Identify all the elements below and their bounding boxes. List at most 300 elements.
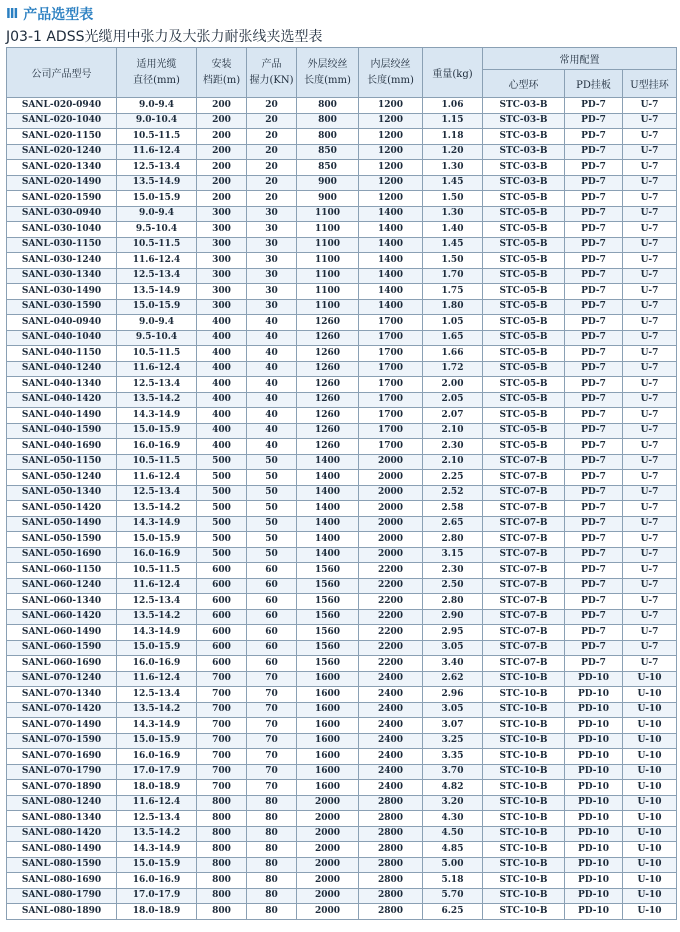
cell-inner-length: 2400 [359, 702, 423, 718]
cell-grip: 20 [247, 175, 297, 191]
table-row [7, 656, 677, 672]
cell-span: 300 [197, 206, 247, 222]
cell-diameter: 9.0-9.4 [117, 206, 197, 222]
cell-diameter: 14.3-14.9 [117, 842, 197, 858]
cell-core-ring: STC-07-B [483, 532, 565, 548]
cell-grip: 60 [247, 563, 297, 579]
cell-diameter: 14.3-14.9 [117, 625, 197, 641]
cell-weight: 1.75 [423, 284, 483, 300]
cell-weight: 2.30 [423, 563, 483, 579]
cell-model: SANL-040-1150 [7, 346, 117, 362]
cell-outer-length: 1260 [297, 392, 359, 408]
cell-diameter: 13.5-14.2 [117, 392, 197, 408]
cell-diameter: 13.5-14.2 [117, 702, 197, 718]
cell-pd-plate: PD-7 [565, 175, 623, 191]
table-row [7, 640, 677, 656]
cell-outer-length: 1600 [297, 687, 359, 703]
cell-grip: 80 [247, 826, 297, 842]
cell-model: SANL-070-1590 [7, 733, 117, 749]
cell-outer-length: 1260 [297, 377, 359, 393]
cell-grip: 60 [247, 656, 297, 672]
cell-span: 200 [197, 175, 247, 191]
cell-model: SANL-060-1490 [7, 625, 117, 641]
table-row [7, 98, 677, 114]
cell-diameter: 16.0-16.9 [117, 656, 197, 672]
cell-pd-plate: PD-10 [565, 811, 623, 827]
cell-weight: 2.25 [423, 470, 483, 486]
table-row [7, 532, 677, 548]
cell-model: SANL-060-1150 [7, 563, 117, 579]
cell-outer-length: 1400 [297, 532, 359, 548]
cell-weight: 4.50 [423, 826, 483, 842]
cell-span: 500 [197, 516, 247, 532]
cell-diameter: 13.5-14.2 [117, 826, 197, 842]
cell-u-ring: U-10 [623, 842, 677, 858]
cell-weight: 1.30 [423, 206, 483, 222]
cell-u-ring: U-7 [623, 377, 677, 393]
cell-inner-length: 1200 [359, 191, 423, 207]
cell-outer-length: 1600 [297, 702, 359, 718]
cell-diameter: 13.5-14.9 [117, 175, 197, 191]
table-row [7, 206, 677, 222]
table-body [7, 98, 677, 920]
cell-grip: 70 [247, 733, 297, 749]
cell-inner-length: 2800 [359, 873, 423, 889]
cell-model: SANL-080-1340 [7, 811, 117, 827]
cell-weight: 1.70 [423, 268, 483, 284]
cell-span: 500 [197, 485, 247, 501]
cell-span: 300 [197, 253, 247, 269]
cell-inner-length: 1700 [359, 346, 423, 362]
cell-diameter: 15.0-15.9 [117, 191, 197, 207]
table-row [7, 408, 677, 424]
cell-model: SANL-060-1340 [7, 594, 117, 610]
cell-diameter: 12.5-13.4 [117, 594, 197, 610]
cell-span: 200 [197, 129, 247, 145]
cell-core-ring: STC-07-B [483, 470, 565, 486]
cell-span: 800 [197, 811, 247, 827]
cell-outer-length: 900 [297, 191, 359, 207]
header-inner-line2: 长度(mm) [367, 74, 414, 86]
cell-span: 700 [197, 749, 247, 765]
cell-span: 400 [197, 330, 247, 346]
cell-u-ring: U-7 [623, 563, 677, 579]
cell-grip: 40 [247, 315, 297, 331]
cell-u-ring: U-7 [623, 206, 677, 222]
cell-pd-plate: PD-7 [565, 361, 623, 377]
cell-span: 600 [197, 625, 247, 641]
cell-outer-length: 1600 [297, 780, 359, 796]
cell-model: SANL-040-0940 [7, 315, 117, 331]
cell-diameter: 18.0-18.9 [117, 780, 197, 796]
cell-inner-length: 1200 [359, 98, 423, 114]
cell-u-ring: U-7 [623, 640, 677, 656]
cell-diameter: 16.0-16.9 [117, 547, 197, 563]
table-row [7, 826, 677, 842]
cell-model: SANL-020-1240 [7, 144, 117, 160]
cell-pd-plate: PD-7 [565, 330, 623, 346]
cell-core-ring: STC-05-B [483, 191, 565, 207]
cell-outer-length: 1260 [297, 439, 359, 455]
cell-span: 800 [197, 904, 247, 920]
cell-weight: 3.40 [423, 656, 483, 672]
cell-outer-length: 1100 [297, 206, 359, 222]
cell-inner-length: 1400 [359, 253, 423, 269]
cell-outer-length: 1600 [297, 671, 359, 687]
cell-u-ring: U-10 [623, 764, 677, 780]
cell-outer-length: 1100 [297, 284, 359, 300]
cell-weight: 3.25 [423, 733, 483, 749]
cell-u-ring: U-7 [623, 222, 677, 238]
table-row [7, 268, 677, 284]
cell-model: SANL-050-1420 [7, 501, 117, 517]
cell-model: SANL-070-1240 [7, 671, 117, 687]
cell-outer-length: 1400 [297, 470, 359, 486]
cell-span: 700 [197, 687, 247, 703]
cell-diameter: 14.3-14.9 [117, 516, 197, 532]
cell-model: SANL-040-1420 [7, 392, 117, 408]
cell-core-ring: STC-03-B [483, 175, 565, 191]
cell-core-ring: STC-05-B [483, 299, 565, 315]
cell-model: SANL-040-1690 [7, 439, 117, 455]
cell-core-ring: STC-07-B [483, 578, 565, 594]
cell-weight: 3.15 [423, 547, 483, 563]
header-pd-plate: PD挂板 [565, 70, 623, 98]
cell-pd-plate: PD-10 [565, 671, 623, 687]
section-title: 产品选型表 [23, 7, 94, 23]
cell-u-ring: U-7 [623, 423, 677, 439]
cell-span: 700 [197, 671, 247, 687]
cell-pd-plate: PD-7 [565, 284, 623, 300]
cell-pd-plate: PD-7 [565, 160, 623, 176]
cell-outer-length: 1400 [297, 547, 359, 563]
table-row [7, 485, 677, 501]
cell-u-ring: U-7 [623, 160, 677, 176]
header-diameter-line1: 适用光缆 [136, 58, 177, 70]
cell-outer-length: 1100 [297, 253, 359, 269]
cell-diameter: 17.0-17.9 [117, 888, 197, 904]
cell-u-ring: U-7 [623, 346, 677, 362]
cell-grip: 50 [247, 470, 297, 486]
cell-inner-length: 2000 [359, 501, 423, 517]
cell-core-ring: STC-03-B [483, 98, 565, 114]
cell-grip: 40 [247, 377, 297, 393]
cell-span: 600 [197, 563, 247, 579]
header-inner-length [359, 48, 423, 98]
cell-model: SANL-020-1150 [7, 129, 117, 145]
cell-core-ring: STC-05-B [483, 315, 565, 331]
cell-u-ring: U-10 [623, 749, 677, 765]
cell-model: SANL-030-1490 [7, 284, 117, 300]
cell-span: 800 [197, 842, 247, 858]
cell-weight: 1.50 [423, 253, 483, 269]
cell-weight: 1.05 [423, 315, 483, 331]
cell-inner-length: 2200 [359, 563, 423, 579]
cell-diameter: 15.0-15.9 [117, 423, 197, 439]
cell-core-ring: STC-05-B [483, 268, 565, 284]
table-row [7, 873, 677, 889]
cell-core-ring: STC-07-B [483, 485, 565, 501]
table-row [7, 330, 677, 346]
cell-span: 600 [197, 656, 247, 672]
table-row [7, 470, 677, 486]
cell-pd-plate: PD-7 [565, 129, 623, 145]
cell-u-ring: U-7 [623, 408, 677, 424]
cell-u-ring: U-10 [623, 780, 677, 796]
cell-span: 500 [197, 532, 247, 548]
cell-pd-plate: PD-7 [565, 640, 623, 656]
cell-outer-length: 1600 [297, 749, 359, 765]
table-row [7, 237, 677, 253]
cell-model: SANL-030-1340 [7, 268, 117, 284]
cell-outer-length: 1100 [297, 299, 359, 315]
cell-core-ring: STC-05-B [483, 330, 565, 346]
table-row [7, 547, 677, 563]
cell-span: 400 [197, 361, 247, 377]
cell-u-ring: U-7 [623, 470, 677, 486]
cell-weight: 2.95 [423, 625, 483, 641]
header-outer-line1: 外层绞丝 [307, 58, 348, 70]
cell-weight: 4.30 [423, 811, 483, 827]
cell-core-ring: STC-03-B [483, 129, 565, 145]
cell-weight: 3.07 [423, 718, 483, 734]
cell-u-ring: U-7 [623, 144, 677, 160]
header-grip-line2: 握力(KN) [249, 74, 294, 86]
cell-inner-length: 2000 [359, 470, 423, 486]
cell-weight: 1.18 [423, 129, 483, 145]
table-row [7, 780, 677, 796]
cell-grip: 40 [247, 361, 297, 377]
cell-grip: 80 [247, 857, 297, 873]
cell-grip: 30 [247, 268, 297, 284]
cell-inner-length: 2400 [359, 749, 423, 765]
cell-core-ring: STC-03-B [483, 160, 565, 176]
cell-outer-length: 1260 [297, 346, 359, 362]
cell-weight: 5.00 [423, 857, 483, 873]
cell-inner-length: 1400 [359, 268, 423, 284]
cell-diameter: 10.5-11.5 [117, 237, 197, 253]
cell-diameter: 10.5-11.5 [117, 563, 197, 579]
cell-span: 600 [197, 594, 247, 610]
cell-inner-length: 1400 [359, 237, 423, 253]
cell-diameter: 12.5-13.4 [117, 811, 197, 827]
cell-weight: 2.96 [423, 687, 483, 703]
cell-u-ring: U-10 [623, 687, 677, 703]
cell-grip: 80 [247, 842, 297, 858]
cell-grip: 80 [247, 873, 297, 889]
cell-model: SANL-040-1340 [7, 377, 117, 393]
cell-model: SANL-070-1490 [7, 718, 117, 734]
cell-u-ring: U-7 [623, 330, 677, 346]
cell-core-ring: STC-05-B [483, 206, 565, 222]
cell-model: SANL-030-1590 [7, 299, 117, 315]
cell-model: SANL-080-1240 [7, 795, 117, 811]
cell-model: SANL-080-1690 [7, 873, 117, 889]
cell-inner-length: 1700 [359, 361, 423, 377]
cell-grip: 80 [247, 888, 297, 904]
cell-model: SANL-040-1040 [7, 330, 117, 346]
cell-grip: 70 [247, 749, 297, 765]
table-header [7, 48, 677, 98]
cell-diameter: 9.5-10.4 [117, 330, 197, 346]
cell-diameter: 11.6-12.4 [117, 144, 197, 160]
cell-u-ring: U-7 [623, 129, 677, 145]
cell-inner-length: 2200 [359, 594, 423, 610]
cell-grip: 20 [247, 129, 297, 145]
cell-u-ring: U-7 [623, 656, 677, 672]
cell-span: 400 [197, 377, 247, 393]
cell-inner-length: 1400 [359, 284, 423, 300]
cell-outer-length: 800 [297, 129, 359, 145]
cell-weight: 2.00 [423, 377, 483, 393]
cell-core-ring: STC-05-B [483, 377, 565, 393]
cell-core-ring: STC-10-B [483, 904, 565, 920]
cell-pd-plate: PD-7 [565, 346, 623, 362]
cell-u-ring: U-7 [623, 113, 677, 129]
cell-inner-length: 1200 [359, 129, 423, 145]
cell-pd-plate: PD-7 [565, 423, 623, 439]
table-row [7, 191, 677, 207]
table-row [7, 749, 677, 765]
cell-pd-plate: PD-7 [565, 377, 623, 393]
cell-diameter: 12.5-13.4 [117, 160, 197, 176]
cell-weight: 2.58 [423, 501, 483, 517]
cell-u-ring: U-7 [623, 253, 677, 269]
cell-span: 700 [197, 780, 247, 796]
cell-diameter: 16.0-16.9 [117, 873, 197, 889]
cell-outer-length: 1560 [297, 578, 359, 594]
cell-inner-length: 2400 [359, 671, 423, 687]
cell-inner-length: 2400 [359, 733, 423, 749]
cell-model: SANL-070-1340 [7, 687, 117, 703]
cell-diameter: 11.6-12.4 [117, 578, 197, 594]
cell-weight: 1.45 [423, 237, 483, 253]
cell-outer-length: 2000 [297, 842, 359, 858]
cell-outer-length: 1400 [297, 485, 359, 501]
cell-diameter: 15.0-15.9 [117, 532, 197, 548]
cell-inner-length: 1200 [359, 113, 423, 129]
section-header [6, 4, 93, 24]
cell-grip: 20 [247, 113, 297, 129]
cell-model: SANL-070-1890 [7, 780, 117, 796]
table-row [7, 392, 677, 408]
cell-grip: 70 [247, 764, 297, 780]
cell-diameter: 9.0-9.4 [117, 98, 197, 114]
cell-diameter: 11.6-12.4 [117, 671, 197, 687]
cell-span: 400 [197, 315, 247, 331]
cell-grip: 80 [247, 811, 297, 827]
cell-model: SANL-020-0940 [7, 98, 117, 114]
cell-pd-plate: PD-10 [565, 888, 623, 904]
cell-weight: 4.82 [423, 780, 483, 796]
cell-grip: 60 [247, 609, 297, 625]
cell-diameter: 15.0-15.9 [117, 299, 197, 315]
cell-u-ring: U-7 [623, 578, 677, 594]
cell-core-ring: STC-05-B [483, 346, 565, 362]
table-row [7, 160, 677, 176]
cell-diameter: 15.0-15.9 [117, 733, 197, 749]
cell-u-ring: U-7 [623, 454, 677, 470]
cell-core-ring: STC-05-B [483, 222, 565, 238]
table-row [7, 516, 677, 532]
cell-grip: 40 [247, 330, 297, 346]
cell-core-ring: STC-10-B [483, 780, 565, 796]
cell-outer-length: 2000 [297, 811, 359, 827]
cell-grip: 40 [247, 423, 297, 439]
table-row [7, 563, 677, 579]
cell-grip: 30 [247, 299, 297, 315]
cell-grip: 30 [247, 222, 297, 238]
cell-inner-length: 2000 [359, 547, 423, 563]
cell-pd-plate: PD-7 [565, 144, 623, 160]
cell-core-ring: STC-05-B [483, 237, 565, 253]
cell-weight: 5.18 [423, 873, 483, 889]
cell-pd-plate: PD-7 [565, 563, 623, 579]
cell-inner-length: 2200 [359, 609, 423, 625]
table-row [7, 315, 677, 331]
table-row [7, 175, 677, 191]
cell-weight: 2.07 [423, 408, 483, 424]
cell-span: 200 [197, 98, 247, 114]
cell-pd-plate: PD-7 [565, 191, 623, 207]
cell-u-ring: U-7 [623, 392, 677, 408]
cell-outer-length: 1560 [297, 656, 359, 672]
cell-model: SANL-050-1150 [7, 454, 117, 470]
table-row [7, 346, 677, 362]
cell-span: 300 [197, 222, 247, 238]
cell-outer-length: 850 [297, 160, 359, 176]
cell-inner-length: 1700 [359, 423, 423, 439]
table-row [7, 222, 677, 238]
cell-core-ring: STC-05-B [483, 253, 565, 269]
cell-core-ring: STC-10-B [483, 687, 565, 703]
cell-diameter: 11.6-12.4 [117, 795, 197, 811]
cell-span: 500 [197, 470, 247, 486]
cell-weight: 1.30 [423, 160, 483, 176]
cell-u-ring: U-10 [623, 904, 677, 920]
cell-u-ring: U-7 [623, 501, 677, 517]
cell-span: 800 [197, 873, 247, 889]
cell-u-ring: U-7 [623, 439, 677, 455]
cell-u-ring: U-7 [623, 98, 677, 114]
cell-weight: 1.06 [423, 98, 483, 114]
cell-u-ring: U-7 [623, 361, 677, 377]
cell-core-ring: STC-10-B [483, 733, 565, 749]
cell-pd-plate: PD-10 [565, 904, 623, 920]
table-row [7, 361, 677, 377]
cell-outer-length: 1600 [297, 718, 359, 734]
cell-u-ring: U-10 [623, 873, 677, 889]
cell-span: 600 [197, 640, 247, 656]
cell-outer-length: 1560 [297, 563, 359, 579]
table-row [7, 501, 677, 517]
cell-core-ring: STC-10-B [483, 811, 565, 827]
cell-diameter: 12.5-13.4 [117, 687, 197, 703]
table-row [7, 454, 677, 470]
cell-grip: 70 [247, 687, 297, 703]
cell-weight: 2.65 [423, 516, 483, 532]
cell-model: SANL-030-1040 [7, 222, 117, 238]
cell-core-ring: STC-05-B [483, 408, 565, 424]
header-outer-length [297, 48, 359, 98]
cell-outer-length: 1260 [297, 315, 359, 331]
header-model: 公司产品型号 [7, 48, 117, 98]
table-row [7, 578, 677, 594]
cell-core-ring: STC-07-B [483, 563, 565, 579]
cell-diameter: 11.6-12.4 [117, 253, 197, 269]
cell-u-ring: U-7 [623, 299, 677, 315]
cell-model: SANL-060-1420 [7, 609, 117, 625]
